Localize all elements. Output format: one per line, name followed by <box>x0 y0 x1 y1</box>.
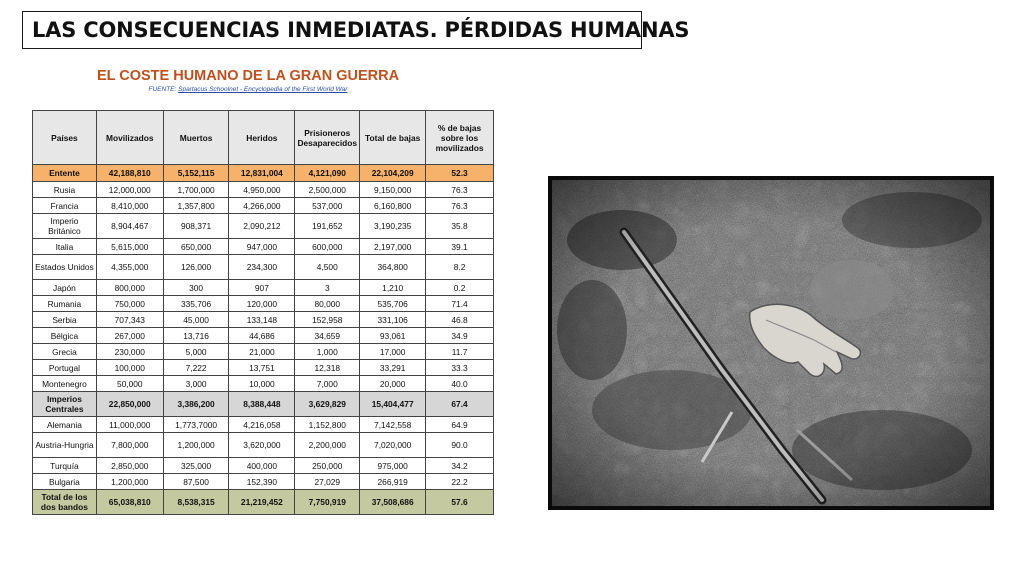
cell-value: 10,000 <box>229 376 295 392</box>
cell-country: Grecia <box>33 344 97 360</box>
cell-country: Turquía <box>33 458 97 474</box>
cell-value: 300 <box>163 280 229 296</box>
cell-value: 3,190,235 <box>360 214 426 239</box>
cell-value: 52.3 <box>426 165 494 182</box>
cell-country: Bulgaria <box>33 474 97 490</box>
cell-value: 800,000 <box>96 280 163 296</box>
cell-value: 42,188,810 <box>96 165 163 182</box>
cell-value: 22.2 <box>426 474 494 490</box>
cell-value: 2,197,000 <box>360 239 426 255</box>
cell-value: 1,152,800 <box>295 417 360 433</box>
cell-country: Alemania <box>33 417 97 433</box>
cell-value: 4,500 <box>295 255 360 280</box>
header-muertos: Muertos <box>163 111 229 165</box>
cell-value: 152,390 <box>229 474 295 490</box>
cell-country: Total de los dos bandos <box>33 490 97 515</box>
cell-value: 3 <box>295 280 360 296</box>
table-row <box>33 312 494 328</box>
cell-value: 90.0 <box>426 433 494 458</box>
table-row <box>33 474 494 490</box>
cell-value: 34,659 <box>295 328 360 344</box>
cell-value: 650,000 <box>163 239 229 255</box>
slide-title: LAS CONSECUENCIAS INMEDIATAS. PÉRDIDAS HUMANAS <box>22 11 642 49</box>
cell-value: 267,000 <box>96 328 163 344</box>
cell-value: 44,686 <box>229 328 295 344</box>
cell-value: 33.3 <box>426 360 494 376</box>
cell-value: 13,751 <box>229 360 295 376</box>
cell-value: 65,038,810 <box>96 490 163 515</box>
table-row <box>33 360 494 376</box>
cell-value: 120,000 <box>229 296 295 312</box>
cell-value: 45,000 <box>163 312 229 328</box>
cell-value: 4,355,000 <box>96 255 163 280</box>
cell-value: 266,919 <box>360 474 426 490</box>
cell-value: 907 <box>229 280 295 296</box>
cell-value: 947,000 <box>229 239 295 255</box>
cell-country: Japón <box>33 280 97 296</box>
cell-value: 7,222 <box>163 360 229 376</box>
cell-country: Francia <box>33 198 97 214</box>
cell-value: 4,121,090 <box>295 165 360 182</box>
casualties-table <box>32 110 494 515</box>
source-prefix: FUENTE: <box>148 86 179 93</box>
cell-value: 6,160,800 <box>360 198 426 214</box>
table-source <box>32 86 464 93</box>
cell-value: 39.1 <box>426 239 494 255</box>
table-row <box>33 198 494 214</box>
cell-value: 600,000 <box>295 239 360 255</box>
header-total-bajas: Total de bajas <box>360 111 426 165</box>
cell-value: 133,148 <box>229 312 295 328</box>
cell-value: 7,020,000 <box>360 433 426 458</box>
cell-value: 535,706 <box>360 296 426 312</box>
cell-value: 335,706 <box>163 296 229 312</box>
cell-value: 64.9 <box>426 417 494 433</box>
cell-value: 20,000 <box>360 376 426 392</box>
cell-value: 12,000,000 <box>96 182 163 198</box>
cell-value: 8,410,000 <box>96 198 163 214</box>
cell-value: 76.3 <box>426 182 494 198</box>
cell-value: 15,404,477 <box>360 392 426 417</box>
cell-value: 7,750,919 <box>295 490 360 515</box>
cell-country: Imperio Británico <box>33 214 97 239</box>
cell-value: 4,266,000 <box>229 198 295 214</box>
cell-value: 21,219,452 <box>229 490 295 515</box>
table-row <box>33 296 494 312</box>
header-heridos: Heridos <box>229 111 295 165</box>
cell-value: 22,850,000 <box>96 392 163 417</box>
table-row <box>33 344 494 360</box>
cell-country: Rusia <box>33 182 97 198</box>
cell-value: 1,357,800 <box>163 198 229 214</box>
table-row <box>33 214 494 239</box>
cell-value: 93,061 <box>360 328 426 344</box>
cell-value: 76.3 <box>426 198 494 214</box>
cell-value: 100,000 <box>96 360 163 376</box>
cell-value: 4,950,000 <box>229 182 295 198</box>
cell-value: 1,000 <box>295 344 360 360</box>
cell-value: 21,000 <box>229 344 295 360</box>
cell-value: 8.2 <box>426 255 494 280</box>
cell-country: Estados Unidos <box>33 255 97 280</box>
cell-country: Rumania <box>33 296 97 312</box>
cell-country: Austria-Hungria <box>33 433 97 458</box>
table-row <box>33 182 494 198</box>
cell-value: 234,300 <box>229 255 295 280</box>
table-row <box>33 417 494 433</box>
cell-value: 2,090,212 <box>229 214 295 239</box>
cell-value: 13,716 <box>163 328 229 344</box>
cell-value: 707,343 <box>96 312 163 328</box>
header-porcentaje: % de bajas sobre los movilizados <box>426 111 494 165</box>
cell-value: 7,142,558 <box>360 417 426 433</box>
cell-value: 908,371 <box>163 214 229 239</box>
cell-value: 5,000 <box>163 344 229 360</box>
cell-value: 4,216,058 <box>229 417 295 433</box>
cell-value: 191,652 <box>295 214 360 239</box>
source-link[interactable]: Spartacus Schoolnet - Encyclopedia of the First World War <box>178 86 348 93</box>
cell-value: 0.2 <box>426 280 494 296</box>
table-header-row <box>33 111 494 165</box>
cell-value: 325,000 <box>163 458 229 474</box>
cell-value: 27,029 <box>295 474 360 490</box>
cell-value: 33,291 <box>360 360 426 376</box>
table-row-entente <box>33 165 494 182</box>
table-heading: EL COSTE HUMANO DE LA GRAN GUERRA <box>96 68 400 84</box>
cell-value: 5,152,115 <box>163 165 229 182</box>
cell-value: 40.0 <box>426 376 494 392</box>
cell-value: 9,150,000 <box>360 182 426 198</box>
trench-photo <box>548 176 994 510</box>
cell-value: 35.8 <box>426 214 494 239</box>
table-row <box>33 255 494 280</box>
cell-country: Bélgica <box>33 328 97 344</box>
table-row <box>33 458 494 474</box>
cell-country: Imperios Centrales <box>33 392 97 417</box>
cell-value: 46.8 <box>426 312 494 328</box>
cell-value: 57.6 <box>426 490 494 515</box>
header-paises: Países <box>33 111 97 165</box>
table-row-total <box>33 490 494 515</box>
cell-value: 1,700,000 <box>163 182 229 198</box>
cell-country: Entente <box>33 165 97 182</box>
cell-value: 2,500,000 <box>295 182 360 198</box>
cell-value: 8,538,315 <box>163 490 229 515</box>
cell-value: 8,904,467 <box>96 214 163 239</box>
cell-value: 80,000 <box>295 296 360 312</box>
cell-value: 7,800,000 <box>96 433 163 458</box>
cell-value: 50,000 <box>96 376 163 392</box>
cell-value: 1,773,7000 <box>163 417 229 433</box>
cell-value: 230,000 <box>96 344 163 360</box>
cell-value: 34.2 <box>426 458 494 474</box>
cell-value: 3,386,200 <box>163 392 229 417</box>
cell-value: 11.7 <box>426 344 494 360</box>
cell-value: 34.9 <box>426 328 494 344</box>
cell-value: 12,318 <box>295 360 360 376</box>
cell-value: 537,000 <box>295 198 360 214</box>
cell-value: 11,000,000 <box>96 417 163 433</box>
cell-value: 1,200,000 <box>96 474 163 490</box>
cell-value: 3,620,000 <box>229 433 295 458</box>
cell-value: 364,800 <box>360 255 426 280</box>
cell-value: 1,200,000 <box>163 433 229 458</box>
header-prisioneros: Prisioneros Desaparecidos <box>295 111 360 165</box>
cell-value: 2,850,000 <box>96 458 163 474</box>
cell-value: 126,000 <box>163 255 229 280</box>
cell-value: 975,000 <box>360 458 426 474</box>
cell-value: 7,000 <box>295 376 360 392</box>
cell-country: Italia <box>33 239 97 255</box>
cell-value: 250,000 <box>295 458 360 474</box>
table-body <box>33 165 494 515</box>
cell-value: 67.4 <box>426 392 494 417</box>
cell-value: 37,508,686 <box>360 490 426 515</box>
cell-country: Serbia <box>33 312 97 328</box>
table-row <box>33 433 494 458</box>
cell-value: 152,958 <box>295 312 360 328</box>
table-row <box>33 239 494 255</box>
cell-value: 400,000 <box>229 458 295 474</box>
cell-value: 750,000 <box>96 296 163 312</box>
trench-photo-image <box>552 180 990 506</box>
header-movilizados: Movilizados <box>96 111 163 165</box>
table-row <box>33 328 494 344</box>
cell-value: 12,831,004 <box>229 165 295 182</box>
cell-value: 8,388,448 <box>229 392 295 417</box>
cell-value: 87,500 <box>163 474 229 490</box>
cell-value: 22,104,209 <box>360 165 426 182</box>
cell-value: 17,000 <box>360 344 426 360</box>
table-row <box>33 376 494 392</box>
cell-value: 1,210 <box>360 280 426 296</box>
cell-value: 2,200,000 <box>295 433 360 458</box>
table-row-sum <box>33 392 494 417</box>
cell-value: 331,106 <box>360 312 426 328</box>
cell-value: 3,629,829 <box>295 392 360 417</box>
cell-country: Montenegro <box>33 376 97 392</box>
cell-value: 71.4 <box>426 296 494 312</box>
cell-value: 3,000 <box>163 376 229 392</box>
table-row <box>33 280 494 296</box>
cell-country: Portugal <box>33 360 97 376</box>
cell-value: 5,615,000 <box>96 239 163 255</box>
